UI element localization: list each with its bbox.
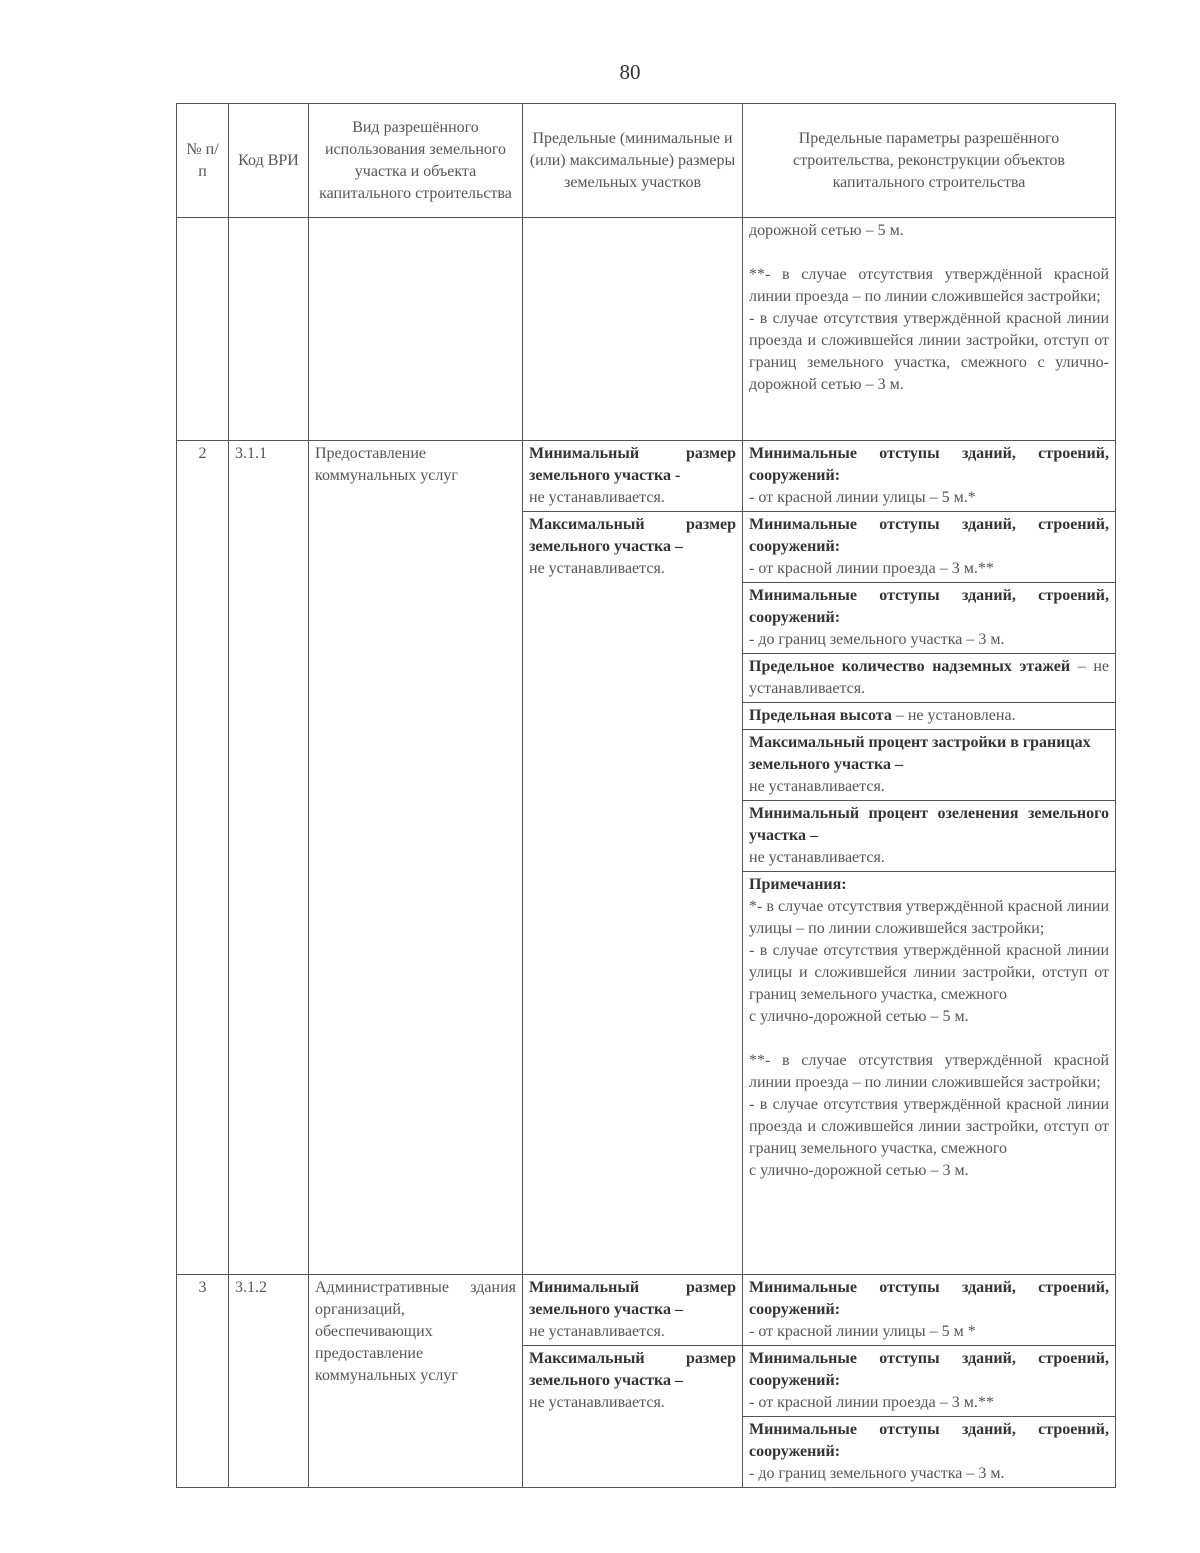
row3-max-size-value: не устанавливается. xyxy=(529,1394,665,1411)
row2-vri: Предоставление коммунальных услуг xyxy=(309,441,523,1275)
row3-max-size xyxy=(523,1346,743,1488)
row2-note-2c: с улично-дорожной сетью – 3 м. xyxy=(749,1162,969,1179)
row2-param-4-label: Предельное количество надземных этажей xyxy=(749,658,1071,675)
row3-param-2-value: - от красной линии проезда – 3 м.** xyxy=(749,1394,994,1411)
row2-note-2b: - в случае отсутствия утверждённой красной линии проезда и сложившейся линии застройки, отступ от границ земельного участка, смежного xyxy=(749,1096,1109,1157)
row3-param-3-label: Минимальные отступы зданий, строений, сооружений: xyxy=(749,1421,1109,1460)
table-row-continuation xyxy=(177,218,1116,441)
continuation-note-b: - в случае отсутствия утверждённой красной линии проезда и сложившейся линии застройки, отступ от границ земельного участка, смежного с улично-дорожной сетью – 3 м. xyxy=(749,310,1109,393)
continuation-notes xyxy=(743,218,1116,441)
table-header-row xyxy=(177,104,1116,218)
row2-min-size xyxy=(523,441,743,512)
row2-param-7-value: не устанавливается. xyxy=(749,849,885,866)
row2-param-1-label: Минимальные отступы зданий, строений, сооружений: xyxy=(749,445,1109,484)
row2-param-3-value: - до границ земельного участка – 3 м. xyxy=(749,631,1005,648)
row2-param-4-value: – не устанавливается. xyxy=(749,658,1109,697)
header-num: № п/п xyxy=(177,104,229,218)
continuation-note-a: **- в случае отсутствия утверждённой красной линии проезда – по линии сложившейся застройки; xyxy=(749,266,1109,305)
row2-min-size-label: Минимальный размер земельного участка - xyxy=(529,445,736,484)
row3-param-1 xyxy=(743,1275,1116,1346)
page-number: 80 xyxy=(619,60,641,84)
row2-param-1-value: - от красной линии улицы – 5 м.* xyxy=(749,489,976,506)
header-code: Код ВРИ xyxy=(229,104,309,218)
row2-param-2-value: - от красной линии проезда – 3 м.** xyxy=(749,560,994,577)
row2-param-6-label: Максимальный процент застройки в границах земельного участка – xyxy=(749,734,1091,773)
row2-notes xyxy=(743,872,1116,1275)
row2-param-5 xyxy=(743,703,1116,730)
row2-max-size-value: не устанавливается. xyxy=(529,560,665,577)
row2-min-size-value: не устанавливается. xyxy=(529,489,665,506)
row2-code: 3.1.1 xyxy=(229,441,309,1275)
row3-num: 3 xyxy=(177,1275,229,1488)
regulations-table xyxy=(176,103,1116,1488)
row3-param-2 xyxy=(743,1346,1116,1417)
row2-note-1a: *- в случае отсутствия утверждённой красной линии улицы – по линии сложившейся застройки; xyxy=(749,898,1109,937)
table-row-2 xyxy=(177,441,1116,512)
row3-max-size-label: Максимальный размер земельного участка – xyxy=(529,1350,736,1389)
row2-param-4 xyxy=(743,654,1116,703)
row3-param-1-label: Минимальные отступы зданий, строений, сооружений: xyxy=(749,1279,1109,1318)
row2-param-3 xyxy=(743,583,1116,654)
row3-min-size-value: не устанавливается. xyxy=(529,1323,665,1340)
row2-param-3-label: Минимальные отступы зданий, строений, сооружений: xyxy=(749,587,1109,626)
row2-param-2-label: Минимальные отступы зданий, строений, сооружений: xyxy=(749,516,1109,555)
row2-param-1 xyxy=(743,441,1116,512)
table-row-3 xyxy=(177,1275,1116,1346)
row2-note-1b: - в случае отсутствия утверждённой красной линии улицы и сложившейся линии застройки, отступ от границ земельного участка, смежного xyxy=(749,942,1109,1003)
row3-min-size xyxy=(523,1275,743,1346)
row2-note-1c: с улично-дорожной сетью – 5 м. xyxy=(749,1008,969,1025)
header-vri: Вид разрешённого использования земельного участка и объекта капитального строительства xyxy=(309,104,523,218)
row3-param-2-label: Минимальные отступы зданий, строений, сооружений: xyxy=(749,1350,1109,1389)
row3-vri: Административные здания организаций, обеспечивающих предоставление коммунальных услуг xyxy=(309,1275,523,1488)
continuation-line: дорожной сетью – 5 м. xyxy=(749,222,904,239)
row3-param-3-value: - до границ земельного участка – 3 м. xyxy=(749,1465,1005,1482)
row2-max-size-label: Максимальный размер земельного участка – xyxy=(529,516,736,555)
row2-param-2 xyxy=(743,512,1116,583)
row2-num: 2 xyxy=(177,441,229,1275)
header-size: Предельные (минимальные и (или) максимальные) размеры земельных участков xyxy=(523,104,743,218)
row2-param-5-label: Предельная высота xyxy=(749,707,892,724)
row2-param-7-label: Минимальный процент озеленения земельного участка – xyxy=(749,805,1109,844)
row2-note-2a: **- в случае отсутствия утверждённой красной линии проезда – по линии сложившейся застройки; xyxy=(749,1052,1109,1091)
row2-param-6-value: не устанавливается. xyxy=(749,778,885,795)
row3-min-size-label: Минимальный размер земельного участка – xyxy=(529,1279,736,1318)
row3-code: 3.1.2 xyxy=(229,1275,309,1488)
row2-notes-title: Примечания: xyxy=(749,876,847,893)
row2-param-7 xyxy=(743,801,1116,872)
row3-param-3 xyxy=(743,1417,1116,1488)
row2-max-size xyxy=(523,512,743,1275)
row2-param-5-value: – не установлена. xyxy=(891,707,1016,724)
row2-param-6 xyxy=(743,730,1116,801)
row3-param-1-value: - от красной линии улицы – 5 м * xyxy=(749,1323,976,1340)
header-params: Предельные параметры разрешённого строительства, реконструкции объектов капитального строительства xyxy=(743,104,1116,218)
